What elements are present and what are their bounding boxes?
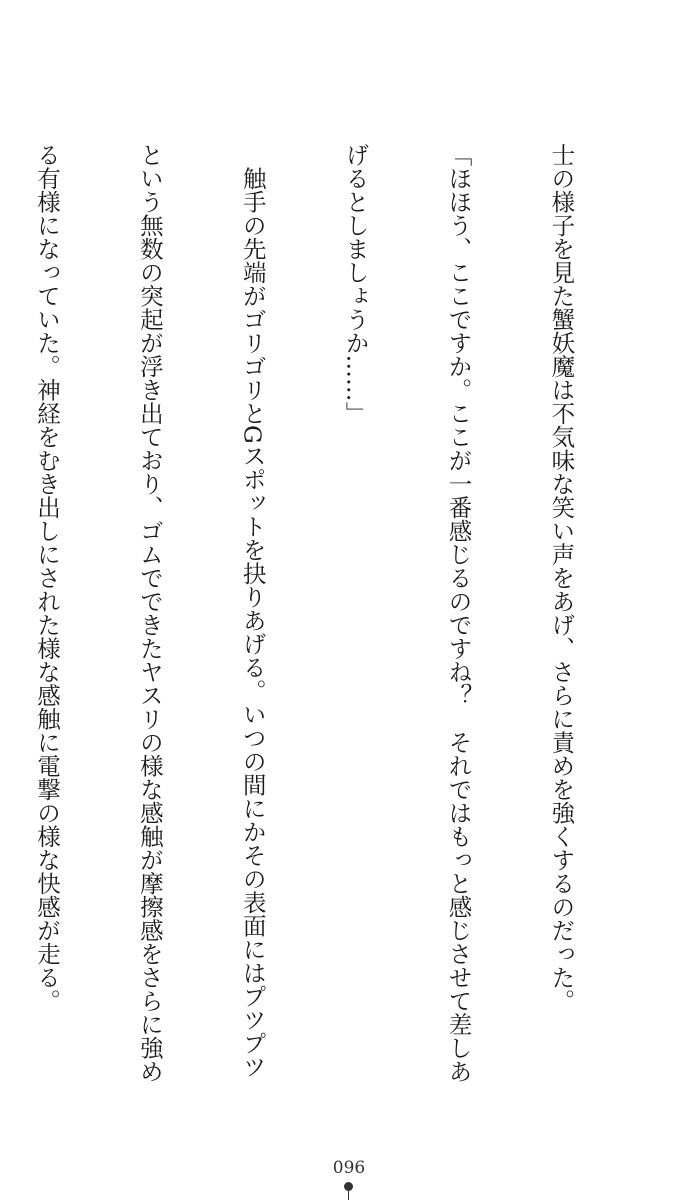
text-line: げるとしましょうか……」 <box>341 143 370 425</box>
page-number: 096 <box>332 1158 366 1178</box>
page-marker-dot-icon <box>343 1181 354 1200</box>
text-line: 「ほほう、ここですか。ここが一番感じるのですね？ それではもっと感じさせて差しあ <box>444 143 473 1083</box>
text-line: 触手の先端がゴリゴリとGスポットを抉りあげる。いつの間にかその表面にはプツプツ <box>238 143 267 1079</box>
text-line: 士の様子を見た蟹妖魔は不気味な笑い声をあげ、さらに責めを強くするのだった。 <box>547 143 576 1013</box>
text-line: という無数の突起が浮き出ており、ゴムでできたヤスリの様な感触が摩擦感をさらに強め <box>135 143 164 1083</box>
vertical-text-body <box>0 143 647 1083</box>
text-line: る有様になっていた。神経をむき出しにされた様な感触に電撃の様な快感が走る。 <box>32 143 61 1013</box>
